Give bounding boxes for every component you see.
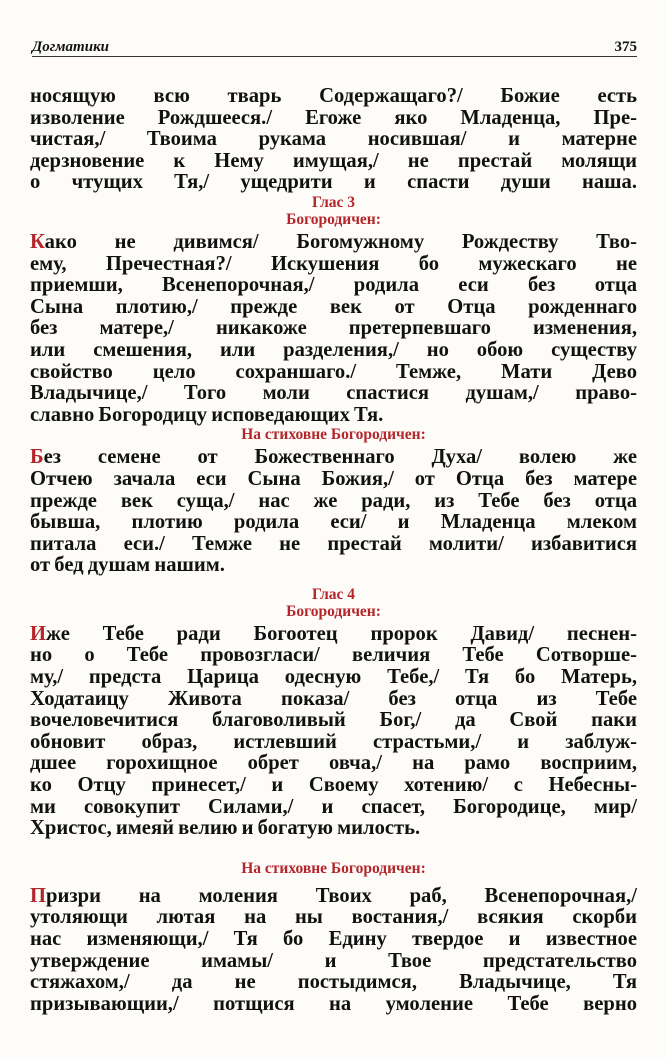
text-line: но о Тебе провозгласи/ величия Тебе Сотворше- [30, 644, 637, 667]
text-line: или смешения, или разделения,/ но обою существу [30, 338, 637, 361]
section-heading: Богородичен: [286, 602, 381, 620]
text-line: чистая,/ Твоима рукама носившая/ и матерне [30, 128, 637, 151]
text-line [30, 447, 637, 469]
paragraph-theotokion [30, 886, 637, 1016]
text-line: ми совокупит Силами,/ и спасет, Богородице, мир/ [30, 795, 637, 818]
text-line-rest: ез семене от Божественнаго Духа/ волею же [43, 446, 637, 469]
running-title: Догматики [32, 39, 110, 55]
text-line: носящую всю тварь Содержащаго?/ Божие есть [30, 85, 637, 107]
text-line: изволение Рождшееся./ Егоже яко Младенца, Пре- [30, 106, 637, 129]
text-line: свойство цело сохраншаго./ Темже, Мати Дево [30, 360, 637, 383]
paragraph-theotokion [30, 232, 637, 426]
initial-letter: К [30, 230, 45, 253]
text-line: бывша, плотию родила еси/ и Младенца млеком [30, 511, 637, 534]
text-line-rest: же Тебе ради Богоотец пророк Давид/ песнен- [46, 622, 637, 645]
initial-letter: П [30, 884, 47, 907]
text-line [30, 624, 637, 646]
text-line: дерзновение к Нему имущая,/ не престай молящи [30, 149, 637, 172]
text-line: Владычице,/ Того моли спастися душам,/ право- [30, 382, 637, 405]
text-line: дшее горохищное обрет овча,/ на рамо восприим, [30, 752, 637, 775]
text-line: вочеловечитися благоволивый Бог,/ да Свой паки [30, 709, 637, 732]
page-number: 375 [614, 39, 637, 55]
text-line: Христос, имеяй велию и богатую милость. [30, 817, 421, 840]
text-line [30, 232, 637, 254]
text-line: Ходатаицу Живота показа/ без отца из Тебе [30, 687, 637, 710]
text-line: прежде век суща,/ нас же ради, из Тебе без отца [30, 489, 637, 512]
text-line: утверждение имамы/ и Твое предстательство [30, 949, 637, 972]
initial-letter: Б [30, 446, 44, 469]
text-line: обновит образ, истлевший страстьми,/ и заблуж- [30, 730, 637, 753]
text-line: питала еси./ Темже не престай молити/ избавитися [30, 532, 637, 555]
section-heading: На стиховне Богородичен: [241, 859, 426, 877]
tone-heading: Глас 3 [311, 193, 356, 211]
text-line: о чтущих Тя,/ ущедрити и спасти души наша. [30, 171, 637, 194]
text-line: Сына плотию,/ прежде век от Отца рожденнаго [30, 295, 637, 318]
text-body [30, 86, 637, 1015]
text-line: нас изменяющи,/ Тя бо Едину твердое и известное [30, 928, 637, 950]
text-line: призывающии,/ потщися на умоление Тебе верно [30, 992, 637, 1015]
text-line: ему, Пречестная?/ Искушения бо мужескаго не [30, 252, 637, 275]
section-heading: Богородичен: [286, 210, 381, 228]
section-heading: На стиховне Богородичен: [241, 426, 426, 444]
text-line: приемши, Всенепорочная,/ родила еси без отца [30, 274, 637, 297]
text-line: без матере,/ никакоже претерпевшаго изменения, [30, 317, 637, 340]
text-line: стяжахом,/ да не постыдимся, Владычице, Тя [30, 971, 637, 994]
page-header [32, 34, 637, 57]
text-line: му,/ предста Царица одесную Тебе,/ Тя бо Матерь, [30, 666, 637, 689]
initial-letter: И [30, 622, 47, 645]
text-line: ко Отцу принесет,/ и Своему хотению/ с Небесны- [30, 774, 637, 797]
paragraph-theotokion [30, 624, 637, 840]
text-line-rest: ризри на моления Твоих раб, Всенепорочная,/ [46, 884, 637, 907]
text-line: от бед душам нашим. [30, 554, 225, 577]
text-line-rest: ако не дивимся/ Богомужному Рождеству Тво- [44, 230, 637, 253]
paragraph-continuation [30, 86, 637, 194]
paragraph-theotokion [30, 447, 637, 577]
text-line: славно Богородицу исповедающих Тя. [30, 403, 384, 426]
tone-heading: Глас 4 [311, 585, 356, 603]
text-line: утоляющи лютая на ны востания,/ всякия скорби [30, 906, 637, 929]
text-line: Отчею зачала еси Сына Божия,/ от Отца без матере [30, 467, 637, 490]
text-line [30, 886, 637, 908]
